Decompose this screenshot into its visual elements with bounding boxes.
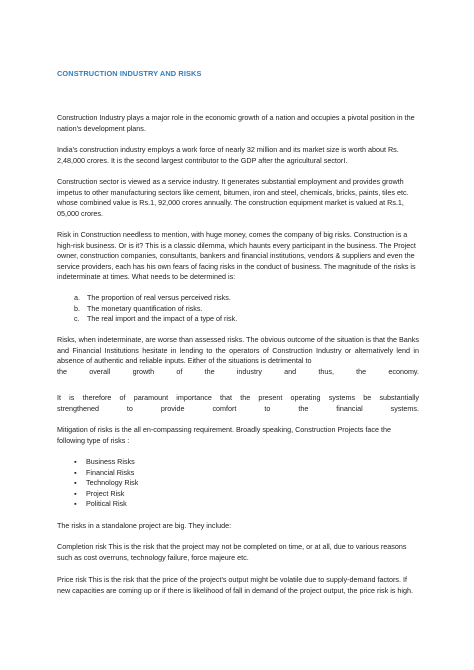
list-item: [57, 314, 419, 325]
paramount-importance-line-1: It is therefore of paramount importance that the present operating systems be substantially: [57, 393, 419, 402]
completion-risk-paragraph: Completion risk This is the risk that the project may not be completed on time, or at all, due to various reasons such as cost overruns, technology failure, force majeure etc.: [57, 542, 407, 562]
list-item: [57, 499, 419, 510]
bullet-icon: ▪: [74, 499, 77, 509]
list-item: [57, 468, 419, 479]
indeterminate-risks-last-line: the overall growth of the industry and thus, the economy.: [57, 367, 419, 376]
list-marker: b.: [74, 303, 80, 313]
paramount-importance-line-2: strengthened to provide comfort to the financial systems.: [57, 404, 419, 413]
list-item: [57, 293, 419, 304]
price-risk-paragraph: Price risk This is the risk that the price of the project's output might be volatile due to supply-demand factors. If new capacities are coming up or if there is likelihood of fall in demand of the project output, the price risk is high.: [57, 575, 413, 595]
list-item-text: The real import and the impact of a type of risk.: [87, 314, 238, 324]
standalone-risks-paragraph: The risks in a standalone project are big. They include:: [57, 521, 232, 530]
indeterminate-risks-paragraph: Risks, when indeterminate, are worse than assessed risks. The obvious outcome of the situation is that the Banks and Financial Institutions hesitate in lending to the operators of Construction Industry or alternatively lend in absence of authentic and reliable inputs. Either of the situations is detrimental to: [57, 335, 419, 366]
mitigation-paragraph: Mitigation of risks is the all en-compassing requirement. Broadly speaking, Construction Projects face the following type of risks :: [57, 425, 391, 445]
list-marker: a.: [74, 293, 80, 302]
list-item: [57, 457, 419, 468]
bullet-icon: ▪: [74, 488, 77, 498]
risk-in-construction-paragraph: Risk in Construction needless to mention, with huge money, comes the company of big risks. Construction is a high-risk business. Or is it? This is a classic dilemma, which haunts every participant in the business. The Project owner, construction companies, consultants, bankers and financial institutions, vendors & suppliers and even the service providers, each has his own fears of facing risks in the conduct of business. The magnitude of the risks is indeterminate at times. What needs to be determined is:: [57, 230, 416, 282]
service-industry-paragraph: Construction sector is viewed as a service industry. It generates substantial employment and provides growth impetus to other manufacturing sectors like cement, bitumen, iron and steel, chemicals, bricks, paints, tiles etc. whose combined value is Rs.1, 92,000 crores annually. The construction equipment market is valued at Rs.1, 05,000 crores.: [57, 177, 409, 218]
bullet-icon: ▪: [74, 478, 77, 488]
list-marker: c.: [74, 314, 80, 324]
intro-paragraph: Construction Industry plays a major role in the economic growth of a nation and occupies a pivotal position in the nation's development plans.: [57, 113, 415, 133]
list-item-text: Project Risk: [86, 488, 125, 498]
list-item-text: The proportion of real versus perceived risks.: [87, 293, 231, 302]
risk-types-list: [57, 457, 419, 510]
determination-list: [57, 293, 419, 325]
list-item: [57, 304, 419, 315]
list-item: [57, 478, 419, 489]
bullet-icon: ▪: [74, 457, 77, 466]
list-item-text: Technology Risk: [86, 478, 139, 488]
list-item-text: The monetary quantification of risks.: [87, 303, 203, 313]
workforce-paragraph: India's construction industry employs a work force of nearly 32 million and its market size is worth about Rs. 2,48,000 crores. It is the second largest contributor to the GDP after the agricultural sectorI.: [57, 145, 399, 165]
page-title: CONSTRUCTION INDUSTRY AND RISKS: [57, 69, 202, 78]
list-item-text: Political Risk: [86, 499, 127, 509]
list-item-text: Business Risks: [86, 457, 135, 466]
list-item-text: Financial Risks: [86, 467, 135, 477]
list-item: [57, 489, 419, 500]
bullet-icon: ▪: [74, 467, 77, 477]
